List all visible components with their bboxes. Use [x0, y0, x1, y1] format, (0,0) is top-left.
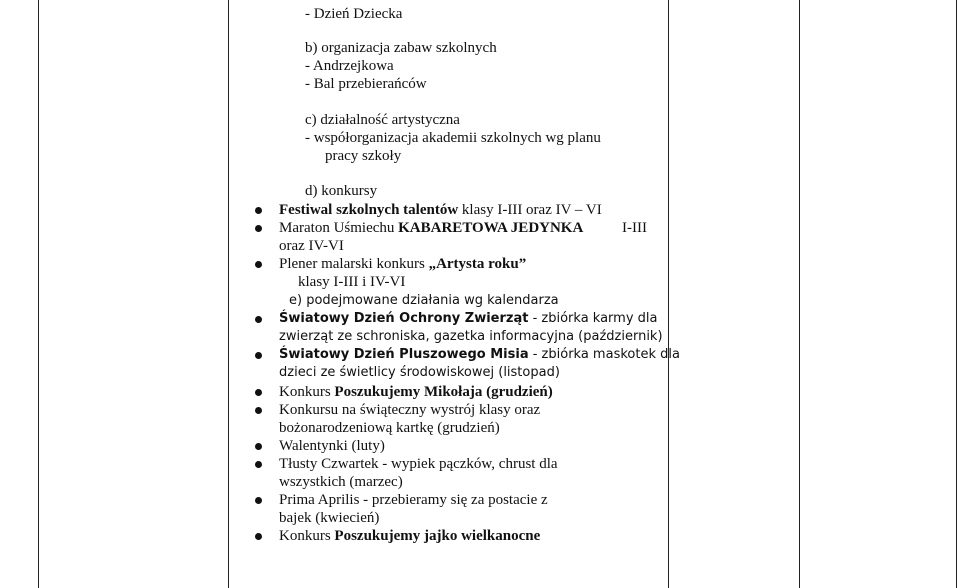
- list-item: bajek (kwiecień): [279, 510, 380, 526]
- list-item: Tłusty Czwartek - wypiek pączków, chrust dla: [279, 456, 558, 472]
- list-item: - Bal przebierańców: [305, 76, 427, 92]
- list-item: Konkursu na świąteczny wystrój klasy oraz: [279, 402, 541, 418]
- list-item: klasy I-III i IV-VI: [298, 274, 406, 290]
- section-heading: c) działalność artystyczna: [305, 112, 460, 128]
- bullet-icon: [255, 407, 262, 414]
- list-item: oraz IV-VI: [279, 238, 344, 254]
- list-item: Prima Aprilis - przebieramy się za postacie z: [279, 492, 548, 508]
- list-item: - Andrzejkowa: [305, 58, 394, 74]
- table-border-col-a: [228, 0, 229, 588]
- bullet-icon: [255, 207, 262, 214]
- list-item: wszystkich (marzec): [279, 474, 403, 490]
- list-item: bożonarodzeniową kartkę (grudzień): [279, 420, 500, 436]
- table-border-left: [38, 0, 39, 588]
- section-heading: b) organizacja zabaw szkolnych: [305, 40, 497, 56]
- bullet-icon: [255, 443, 262, 450]
- bullet-icon: [255, 533, 262, 540]
- table-border-col-c: [799, 0, 800, 588]
- list-item: Walentynki (luty): [279, 438, 385, 454]
- section-heading: e) podejmowane działania wg kalendarza: [289, 293, 559, 308]
- bullet-icon: [255, 352, 262, 359]
- bullet-icon: [255, 461, 262, 468]
- list-item: - współorganizacja akademii szkolnych wg planu: [305, 130, 601, 146]
- list-item: Maraton Uśmiechu KABARETOWA JEDYNKA: [279, 220, 584, 236]
- bullet-icon: [255, 497, 262, 504]
- list-item: - Dzień Dziecka: [305, 6, 403, 22]
- bullet-icon: [255, 261, 262, 268]
- table-border-right: [956, 0, 957, 588]
- table-border-col-b: [668, 0, 669, 588]
- list-item: Światowy Dzień Ochrony Zwierząt - zbiórka karmy dla: [279, 311, 658, 326]
- bullet-icon: [255, 389, 262, 396]
- list-item: I-III: [622, 220, 647, 236]
- bullet-icon: [255, 316, 262, 323]
- list-item: zwierząt ze schroniska, gazetka informacyjna (październik): [279, 329, 663, 344]
- section-heading: d) konkursy: [305, 183, 378, 199]
- list-item: Światowy Dzień Pluszowego Misia - zbiórka maskotek dla: [279, 347, 680, 362]
- list-item: pracy szkoły: [325, 148, 402, 164]
- list-item: Konkurs Poszukujemy jajko wielkanocne: [279, 528, 541, 544]
- list-item: dzieci ze świetlicy środowiskowej (listopad): [279, 365, 560, 380]
- list-item: Plener malarski konkurs „Artysta roku”: [279, 256, 527, 272]
- list-item: Konkurs Poszukujemy Mikołaja (grudzień): [279, 384, 553, 400]
- list-item: Festiwal szkolnych talentów klasy I-III oraz IV – VI: [279, 202, 602, 218]
- bullet-icon: [255, 225, 262, 232]
